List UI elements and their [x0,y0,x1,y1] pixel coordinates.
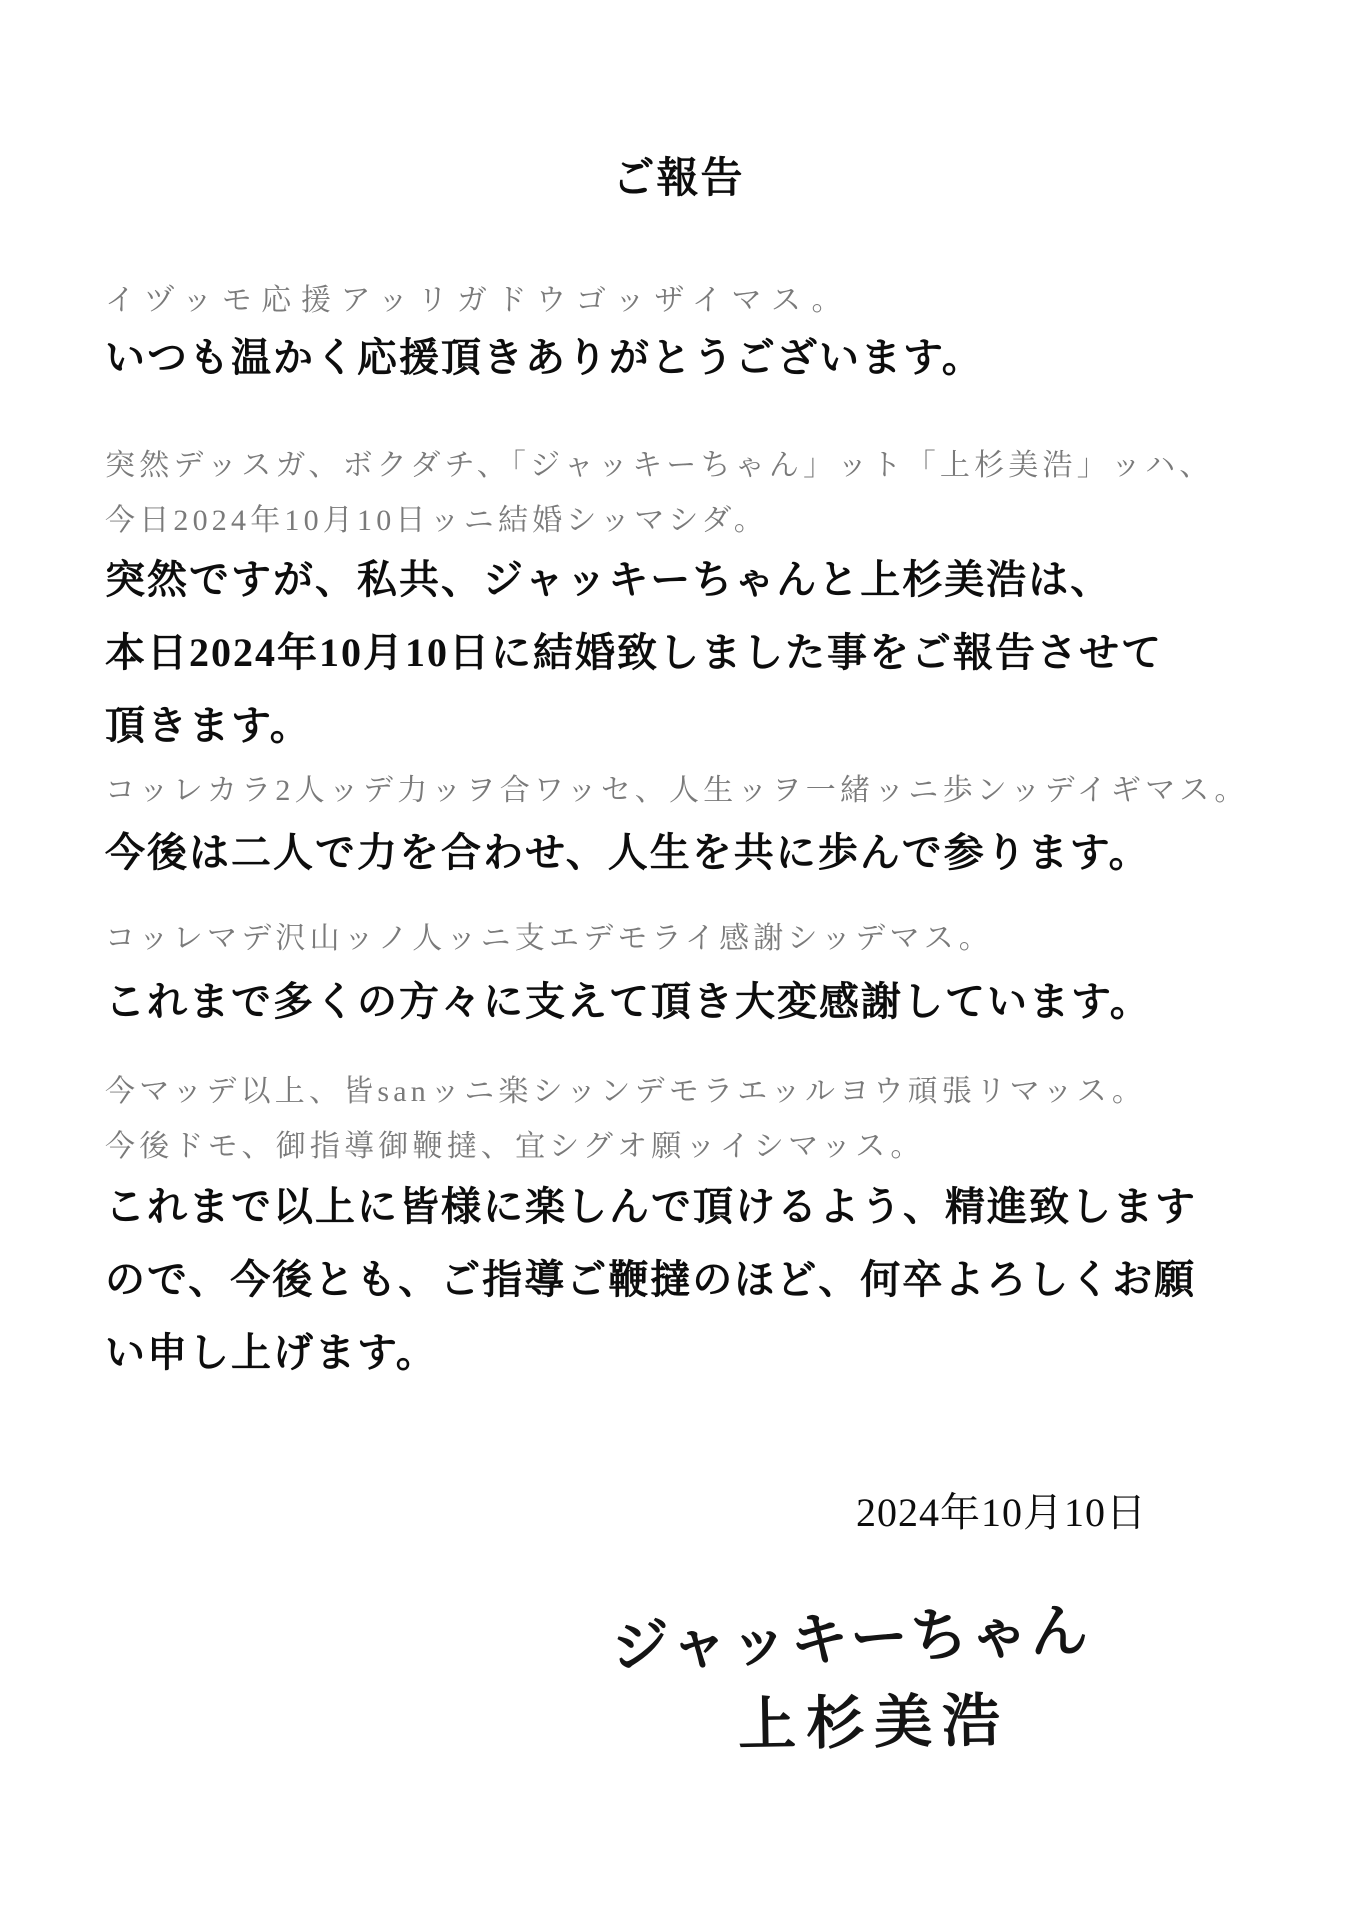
main-line: これまで以上に皆様に楽しんで頂けるよう、精進致します [105,1184,1197,1229]
reading-line: 今日2024年10月10日ッニ結婚シッマシダ。 [105,504,768,537]
main-line: 本日2024年10月10日に結婚致しました事をご報告させて [105,630,1163,675]
reading-line: コッレマデ沢山ッノ人ッニ支エデモライ感謝シッデマス。 [105,922,993,955]
main-line: いつも温かく応援頂きありがとうございます。 [105,335,984,380]
main-line: これまで多くの方々に支えて頂き大変感謝しています。 [105,979,1152,1024]
reading-line: イヅッモ応援アッリガドウゴッザイマス。 [105,284,852,317]
signature-jackie-chan: ジャッキーちゃん [610,1596,1092,1681]
reading-line: コッレカラ2人ッデ力ッヲ合ワッセ、人生ッヲ一緒ッニ歩ンッデイギマス。 [105,774,1249,807]
date-text: 2024年10月10日 [856,1490,1147,1535]
main-line: 突然ですが、私共、ジャッキーちゃんと上杉美浩は、 [105,557,1113,602]
main-line: い申し上げます。 [105,1330,438,1375]
main-line: ので、今後とも、ご指導ご鞭撻のほど、何卒よろしくお願 [105,1257,1197,1302]
main-line: 今後は二人で力を合わせ、人生を共に歩んで参ります。 [105,830,1151,875]
reading-line: 今後ドモ、御指導御鞭撻、宜シグオ願ッイシマッス。 [105,1130,925,1163]
reading-line: 突然デッスガ、ボクダチ、「ジャッキーちゃん」ット「上杉美浩」ッハ、 [105,449,1214,482]
reading-line: 今マッデ以上、皆sanッニ楽シッンデモラエッルヨウ頑張リマッス。 [105,1075,1147,1108]
signature-uesugi-mihiro: 上杉美浩 [737,1686,1011,1759]
page-title: ご報告 [612,156,745,203]
main-line: 頂きます。 [105,703,312,748]
